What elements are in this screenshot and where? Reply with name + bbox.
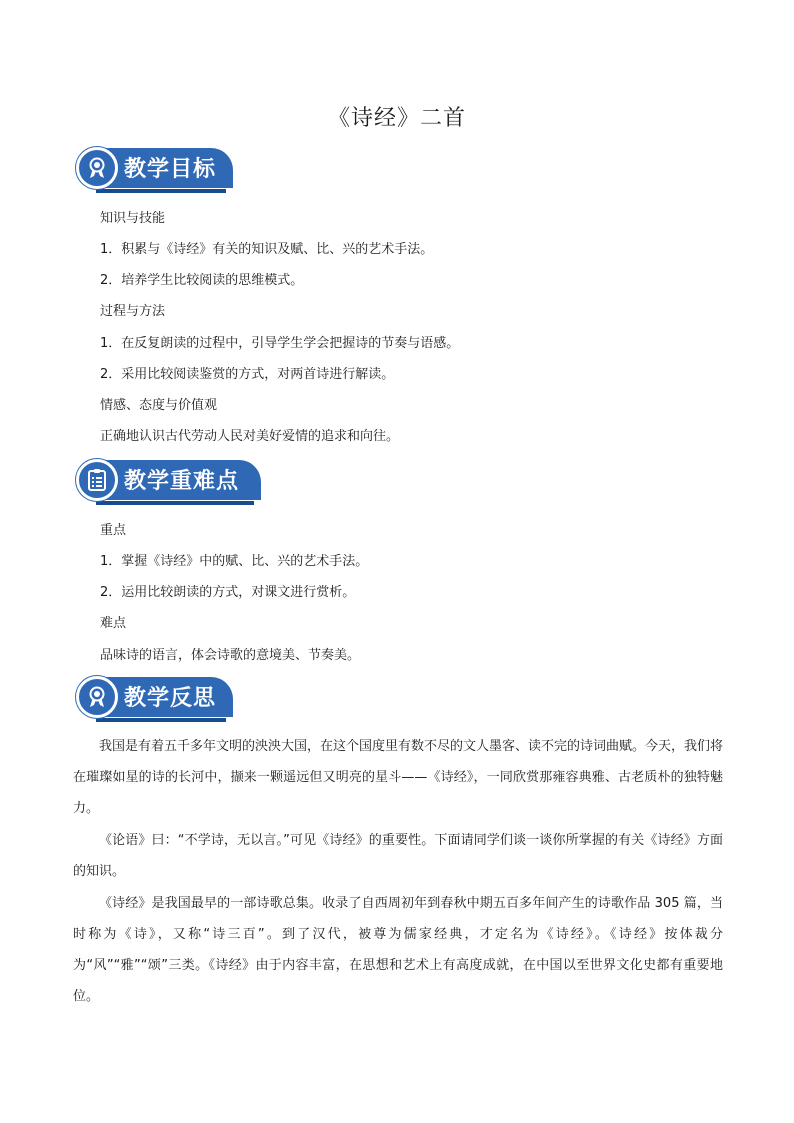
- award-ribbon-icon: [76, 147, 118, 189]
- reflection-paragraph: 《诗经》是我国最早的一部诗歌总集。收录了自西周初年到春秋中期五百多年间产生的诗歌作品 305 篇，当时称为《诗》，又称“诗三百”。到了汉代，被尊为儒家经典，才定名为《诗经》。《诗经》按体裁分为“风”“雅”“颂”三类。《诗经》由于内容丰富，在思想和艺术上有高度成就，在中国以至世界文化史都有重要地位。: [73, 896, 723, 1004]
- section-heading-goals: 教学目标: [124, 157, 217, 182]
- award-ribbon-icon: [76, 676, 118, 718]
- section-heading-reflection: 教学反思: [124, 686, 217, 711]
- goals-line: 1．在反复朗读的过程中，引导学生学会把握诗的节奏与语感。: [100, 336, 460, 351]
- goals-line: 过程与方法: [100, 304, 166, 319]
- reflection-paragraph: 我国是有着五千多年文明的泱泱大国，在这个国度里有数不尽的文人墨客、读不完的诗词曲赋。今天，我们将在璀璨如星的诗的长河中，撷来一颗遥远但又明亮的星斗——《诗经》，一同欣赏那雍容典雅、古老质朴的独特魅力。: [73, 739, 724, 816]
- reflection-paragraph: 《论语》曰：“不学诗，无以言。”可见《诗经》的重要性。下面请同学们谈一谈你所掌握的有关《诗经》方面的知识。: [73, 833, 723, 879]
- section-heading-keypoints: 教学重难点: [124, 469, 240, 494]
- goals-line: 知识与技能: [100, 211, 166, 226]
- keypoints-line: 品味诗的语言，体会诗歌的意境美、节奏美。: [100, 648, 361, 663]
- keypoints-line: 2．运用比较朗读的方式，对课文进行赏析。: [100, 585, 356, 600]
- goals-line: 1．积累与《诗经》有关的知识及赋、比、兴的艺术手法。: [100, 242, 434, 257]
- clipboard-list-icon: [76, 459, 118, 501]
- keypoints-line: 重点: [100, 523, 127, 538]
- goals-line: 正确地认识古代劳动人民对美好爱情的追求和向往。: [100, 429, 400, 444]
- goals-line: 2．采用比较阅读鉴赏的方式，对两首诗进行解读。: [100, 367, 395, 382]
- goals-line: 2．培养学生比较阅读的思维模式。: [100, 273, 304, 288]
- keypoints-line: 难点: [100, 616, 127, 631]
- goals-line: 情感、态度与价值观: [100, 398, 218, 413]
- keypoints-line: 1．掌握《诗经》中的赋、比、兴的艺术手法。: [100, 554, 369, 569]
- page-title: 《诗经》二首: [327, 106, 466, 131]
